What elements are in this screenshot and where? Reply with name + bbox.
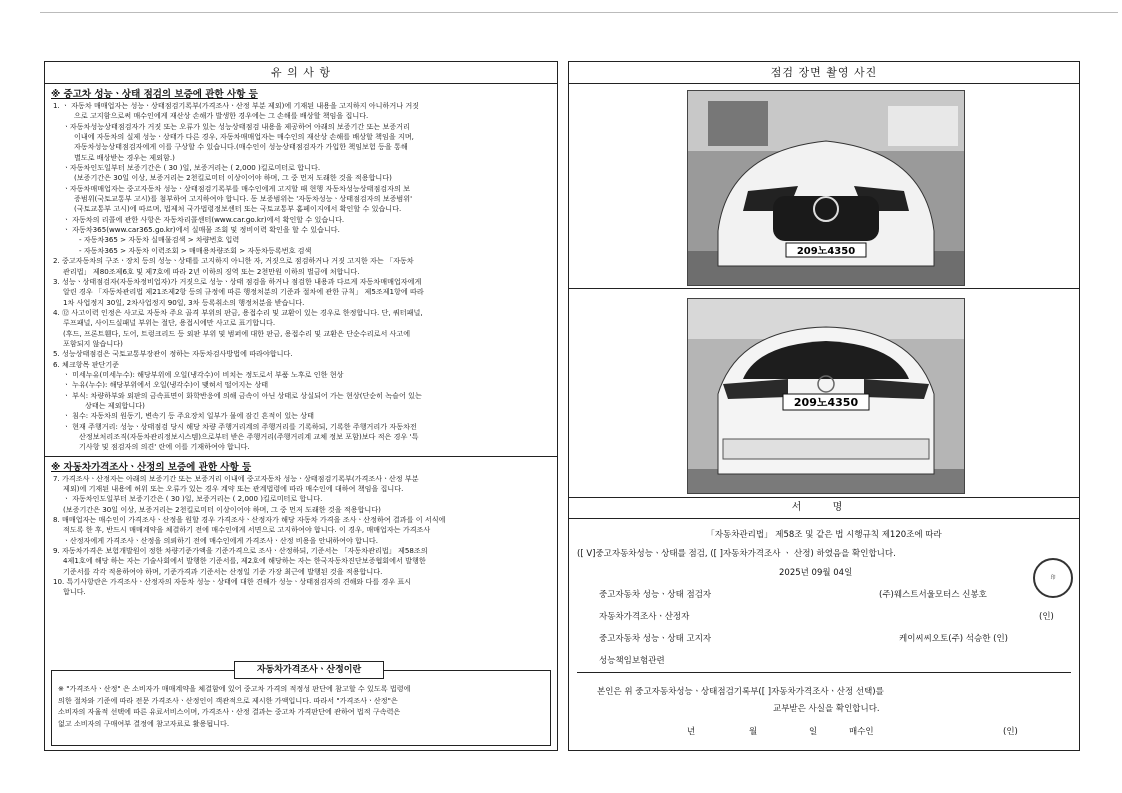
- notice-line: 10. 특기사항란은 가격조사ㆍ산정자의 자동차 성능ㆍ상태에 대한 견해가 성능ㆍ상태점검자의 견해와 다를 경우 표시: [53, 577, 412, 587]
- price-guide-box: [51, 665, 551, 746]
- price-section-body: [45, 474, 557, 598]
- notice-line: 1차 사업정지 30일, 2차사업정지 90일, 3차 등록취소의 행정처분을 받습니다.: [63, 297, 305, 307]
- buyer-confirm-box: [577, 672, 1071, 745]
- notice-line: 기사항 및 점검자의 의견' 란에 이를 기재하여야 합니다.: [79, 442, 250, 452]
- photo-divider: [569, 288, 1079, 289]
- warranty-section-body: [45, 101, 557, 453]
- sign-date: 2025년 09월 04일: [779, 568, 853, 578]
- notice-line: 1. ㆍ 자동차 매매업자는 성능ㆍ상태점검기록부(가격조사ㆍ산정 부분 제외)에 기재된 내용을 고지하지 아니하거나 거짓: [53, 101, 420, 110]
- notice-line: ㆍ 자동차인도일부터 보증기간은 ( 30 )일, 보증거리는 ( 2,000 )킬로미터로 합니다.: [63, 494, 323, 504]
- insurance-label: 성능책임보험관련: [599, 656, 665, 666]
- front-car-image: [688, 91, 964, 285]
- notice-line: 기준서를 각각 적용하여야 하며, 기준가격과 기준서는 산정일 기준 가장 최근에 발행된 것을 적용합니다.: [63, 566, 383, 576]
- notice-line: ㆍ 부식: 차량하부와 외판의 금속표면이 화학반응에 의해 금속이 아닌 상태로 상실되어 가는 현상(단순히 녹슬어 있는: [63, 390, 422, 400]
- notice-line: 7. 가격조사ㆍ산정자는 아래의 보증기간 또는 보증거리 이내에 중고자동차 성능ㆍ상태점검기록부(가격조사ㆍ산정 부분: [53, 473, 419, 483]
- notice-line: 알린 경우 「자동차관리법 제21조제2항 등의 규정에 따른 행정처분의 기준과 절차에 관한 규칙」 제5조제1항에 따라: [63, 287, 424, 297]
- notice-line: 포함되지 않습니다): [63, 338, 123, 348]
- buyer-confirm-line1: 본인은 위 중고자동차성능ㆍ상태점검기록부([ ]자동차가격조사ㆍ산정 선택)를: [597, 687, 884, 697]
- notice-line: 별도로 배상받는 경우는 제외함.): [74, 152, 175, 162]
- inspector-name: (주)웨스트서울모터스 신봉호: [879, 590, 987, 600]
- notice-line: (보증기간은 30일 이상, 보증거리는 2천킬로미터 이상이어야 하며, 그 중 먼저 도래한 것을 적용합니다): [63, 504, 381, 514]
- notice-line: 5. 성능상태점검은 국토교통부장관이 정하는 자동차검사방법에 따라야합니다.: [53, 349, 293, 359]
- guide-line: ※ "가격조사ㆍ산정" 은 소비자가 매매계약을 체결함에 있어 중고차 가격의 적정성 판단에 참고할 수 있도록 법령에: [58, 684, 411, 693]
- notice-line: ㆍ자동차매매업자는 중고자동차 성능ㆍ상태점검기록부를 매수인에게 고지할 때 현행 자동차성능상태점검자의 보: [63, 183, 410, 193]
- inspector-label: 중고자동차 성능ㆍ상태 점검자: [599, 590, 712, 600]
- appraiser-signature: (인): [1039, 612, 1054, 622]
- month-label: 월: [749, 727, 758, 737]
- notice-line: - 자동차365 > 자동차 이력조회 > 매매용차량조회 > 자동차등록번호 검색: [79, 245, 312, 255]
- front-car-photo: [687, 90, 965, 286]
- notice-line: ㆍ 누유(누수): 해당부위에서 오일(냉각수)이 맺혀서 떨어지는 상태: [63, 380, 269, 390]
- notice-line: (보증기간은 30일 이상, 보증거리는 2천킬로미터 이상이어야 하며, 그 중 먼저 도래한 것을 적용합니다): [74, 173, 392, 183]
- photo-sign-panel: [568, 61, 1080, 751]
- notice-panel: [44, 61, 558, 751]
- sign-confirm-line: ([ V]중고자동차성능ㆍ상태를 점검, ([ ]자동차가격조사 ㆍ 산정) 하였음을 확인합니다.: [577, 549, 896, 559]
- sign-header: 서 명: [569, 497, 1079, 519]
- notice-line: 2. 중고자동차의 구조ㆍ장치 등의 성능ㆍ상태를 고지하지 아니한 자, 거짓으로 점검하거나 거짓 고지한 자는 「자동차: [53, 256, 414, 266]
- notice-line: 6. 체크항목 판단기준: [53, 359, 120, 369]
- notice-line: (후드, 프론트휀다, 도어, 트렁크리드 등 외판 부위 및 범퍼에 대한 판금, 용접수리 및 교환은 단순수리로서 사고에: [63, 328, 411, 338]
- notice-line: 3. 성능ㆍ상태점검자(자동차정비업자)가 거짓으로 성능ㆍ상태 점검을 하거나 점검한 내용과 다르게 자동차매매업자에게: [53, 276, 422, 286]
- rear-car-image: [688, 299, 964, 493]
- top-rule: [40, 12, 1118, 13]
- notice-line: ㆍ자동차성능상태점검자가 거짓 또는 오류가 있는 성능상태점검 내용을 제공하여 아래의 보증기간 또는 보증거리: [63, 121, 410, 131]
- notice-line: 으로 고지함으로써 매수인에게 재산상 손해가 발생한 경우에는 그 손해를 배상할 책임을 집니다.: [74, 111, 369, 121]
- guide-line: 의한 절차와 기준에 따라 전문 가격조사ㆍ산정인이 객관적으로 제시한 가액입니다. 따라서 "가격조사ㆍ산정"은: [58, 695, 398, 705]
- photo-header: 점검 장면 촬영 사진: [569, 62, 1079, 84]
- warranty-section-title: ※ 중고차 성능ㆍ상태 점검의 보증에 관한 사항 등: [51, 89, 258, 100]
- rear-car-photo: [687, 298, 965, 494]
- guide-line: 소비자의 자율적 선택에 따른 유료서비스이며, 가격조사ㆍ산정 결과는 중고차 가격판단에 관하여 법적 구속력은: [58, 707, 401, 716]
- notice-line: 이내에 자동차의 실제 성능ㆍ상태가 다른 경우, 자동차매매업자는 매수인의 재산상 손해를 배상할 책임을 지며,: [74, 132, 414, 142]
- notice-line: 8. 매매업자는 매수인이 가격조사ㆍ산정을 원할 경우 가격조사ㆍ산정자가 해당 자동차 가격을 조사ㆍ산정하여 결과를 이 서식에: [53, 515, 446, 525]
- front-plate-text: 209노4350: [796, 246, 856, 257]
- notice-line: 4. ⑫ 사고이력 인정은 사고로 자동차 주요 골격 부위의 판금, 용접수리 및 교환이 있는 경우로 한정합니다. 단, 쿼터패널,: [53, 307, 423, 317]
- sign-law-line: 「자동차관리법」 제58조 및 같은 법 시행규칙 제120조에 따라: [706, 530, 942, 540]
- company-seal: 印: [1033, 558, 1073, 598]
- price-guide-body: [58, 683, 546, 729]
- price-section-title: ※ 자동차가격조사ㆍ산정의 보증에 관한 사항 등: [45, 456, 557, 474]
- notifier-label: 중고자동차 성능ㆍ상태 고지자: [599, 634, 712, 644]
- price-guide-title: 자동차가격조사ㆍ산정이란: [234, 661, 384, 679]
- notice-line: 증범위(국토교통부 고시)를 첨부하여 고지하여야 합니다. 동 보증범위는 '자동차성능ㆍ상태점검자의 보증범위': [74, 194, 413, 204]
- notice-line: ㆍ산정자에게 가격조사ㆍ산정을 의뢰하기 전에 매수인에게 가격조사ㆍ산정 비용을 안내하여야 합니다.: [63, 535, 378, 545]
- notice-line: ㆍ자동차인도일부터 보증기간은 ( 30 )일, 보증거리는 ( 2,000 )킬로미터로 합니다.: [63, 163, 321, 173]
- buyer-signature: (인): [1003, 727, 1018, 737]
- day-label: 일: [809, 727, 818, 737]
- rear-plate-text: 209노4350: [793, 396, 859, 409]
- notice-line: 상태는 제외합니다): [85, 400, 145, 410]
- notice-line: 합니다.: [63, 587, 86, 597]
- notice-line: ㆍ 침수: 자동차의 원동기, 변속기 등 주요장치 일부가 물에 잠긴 흔적이 있는 상태: [63, 411, 314, 421]
- notice-line: 관리법」 제80조제6호 및 제7호에 따라 2년 이하의 징역 또는 2천만원 이하의 벌금에 처합니다.: [63, 266, 360, 276]
- notice-line: ㆍ 자동차365(www.car365.go.kr)에서 실매물 조회 및 정비이력 확인을 할 수 있습니다.: [63, 225, 340, 235]
- notice-line: ㆍ 현재 주행거리: 성능ㆍ상태점검 당시 해당 차량 주행거리계의 주행거리를 기록하되, 기록한 주행거리가 자동차전: [63, 421, 417, 431]
- notice-line: (국토교통부 고시)에 따르며, 법제처 국가법령정보센터 또는 국토교통부 홈페이지에서 확인할 수 있습니다.: [74, 204, 402, 214]
- notice-line: 산정보처리조직(자동차관리정보시스템)으로부터 받은 주행거리(주행거리계 교체 정보 포함)보다 적은 경우 '특: [79, 432, 419, 441]
- notice-line: 적도록 한 후, 반드시 매매계약을 체결하기 전에 매수인에게 서면으로 고지하여야 합니다. 이 경우, 매매업자는 가격조사: [63, 525, 431, 535]
- buyer-label: 매수인: [849, 727, 874, 737]
- appraiser-label: 자동차가격조사ㆍ산정자: [599, 612, 690, 622]
- notice-line: 루프패널, 사이드실패널 부위는 절단, 용접시에만 사고로 표기합니다.: [63, 318, 276, 328]
- notice-header: 유 의 사 항: [45, 62, 557, 84]
- year-label: 년: [687, 727, 696, 737]
- notice-line: ㆍ 자동차의 리콜에 관한 사항은 자동차리콜센터(www.car.go.kr)에서 확인할 수 있습니다.: [63, 214, 345, 224]
- notice-line: 4제1호에 해당 하는 자는 기술사회에서 발행한 기준서를, 제2호에 해당하는 자는 한국자동차진단보증협회에서 발행한: [63, 556, 426, 566]
- notice-line: ㆍ 미세누유(미세누수): 해당부위에 오일(냉각수)이 비치는 정도로서 부품 노후로 인한 현상: [63, 369, 344, 379]
- notice-line: - 자동차365 > 자동차 실매물검색 > 차량번호 입력: [79, 235, 240, 245]
- notice-line: 제외)에 기재된 내용에 허위 또는 오류가 있는 경우 계약 또는 관계법령에 따라 매수인에 대하여 책임을 집니다.: [63, 484, 404, 494]
- guide-line: 없고 소비자의 구매여부 결정에 참고자료로 활용됩니다.: [58, 718, 230, 728]
- notice-line: 9. 자동차가격은 보험개발원이 정한 차량기준가액을 기준가격으로 조사ㆍ산정하되, 기준서는 「자동차관리법」 제58조의: [53, 546, 428, 556]
- notice-line: 자동차성능상태점검자에게 이를 구상할 수 있습니다.(매수인이 성능상태점검자가 가입한 책임보험 등을 통해: [74, 142, 408, 152]
- notifier-name: 케이씨씨오토(주) 석승한 (인): [899, 634, 1008, 644]
- buyer-confirm-line2: 교부받은 사실을 확인합니다.: [773, 704, 880, 714]
